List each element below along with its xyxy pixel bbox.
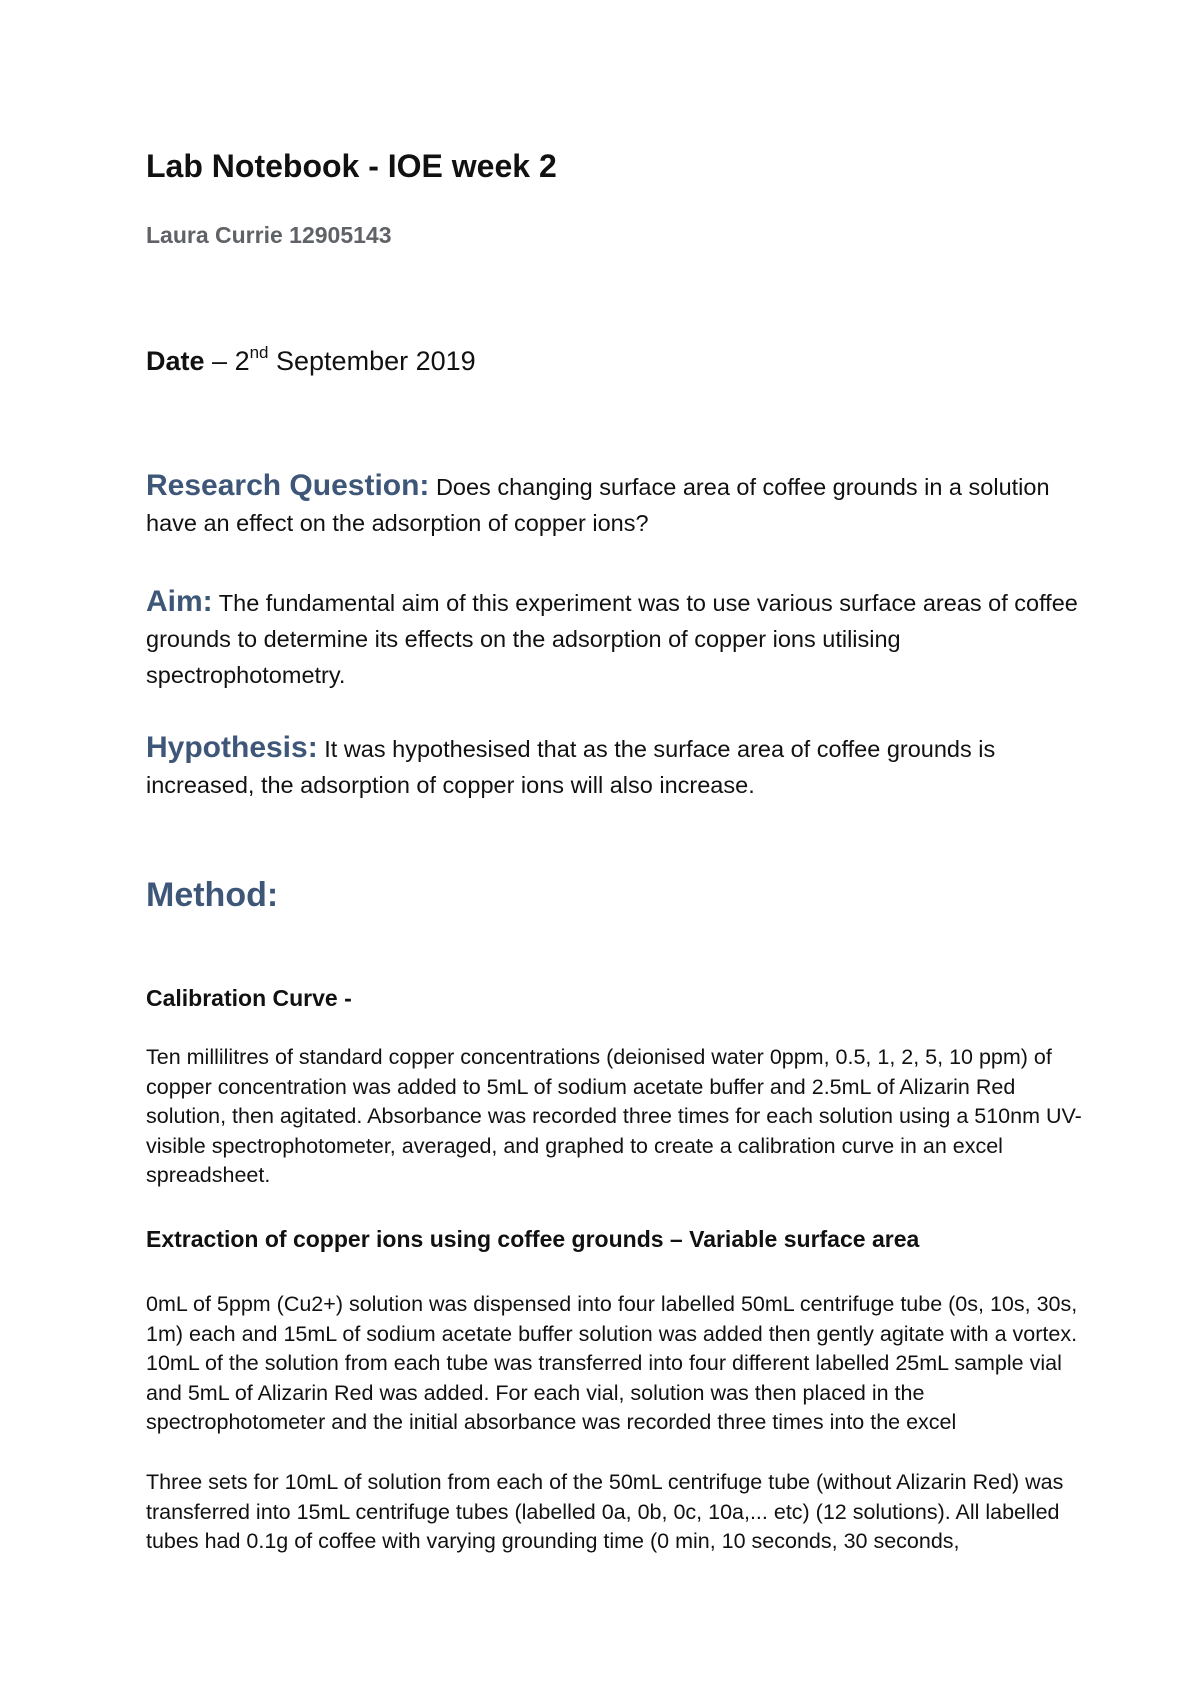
method-heading: Method: (146, 876, 279, 914)
research-question-paragraph (146, 468, 1086, 541)
extraction-heading: Extraction of copper ions using coffee grounds – Variable surface area (146, 1226, 920, 1252)
date-rest: September 2019 (268, 346, 476, 376)
calibration-curve-text: Ten millilitres of standard copper concentrations (deionised water 0ppm, 0.5, 1, 2, 5, 10 ppm) of copper concentration was added to 5mL of sodium acetate buffer and 2.5mL of Alizarin Red solution, then agitated. Absorbance was recorded three times for each solution using a 510nm UV-visible spectrophotometer, averaged, and graphed to create a calibration curve in an excel spreadsheet. (146, 1045, 1082, 1187)
date-day-suffix: nd (249, 343, 269, 362)
date-day: 2 (234, 346, 250, 376)
date-label: Date (146, 346, 205, 376)
aim-paragraph (146, 584, 1086, 693)
aim-text: The fundamental aim of this experiment was to use various surface areas of coffee grounds to determine its effects on the adsorption of copper ions utilising spectrophotometry. (146, 590, 1078, 688)
hypothesis-paragraph (146, 730, 1086, 803)
hypothesis-heading: Hypothesis: (146, 731, 318, 764)
research-question-heading: Research Question: (146, 469, 430, 502)
calibration-curve-heading: Calibration Curve - (146, 985, 352, 1011)
date-separator: – (204, 346, 235, 376)
extraction-paragraph-2: Three sets for 10mL of solution from each of the 50mL centrifuge tube (without Alizarin Red) was transferred into 15mL centrifuge tubes (labelled 0a, 0b, 0c, 10a,... etc) (12 solutions). All labelled tubes had 0.1g of coffee with varying grounding time (0 min, 10 seconds, 30 seconds, (146, 1470, 1064, 1553)
document-title: Lab Notebook - IOE week 2 (146, 148, 557, 184)
aim-heading: Aim: (146, 585, 213, 618)
date-line (146, 343, 476, 377)
research-question-text: Does changing surface area of coffee grounds in a solution have an effect on the adsorption of copper ions? (146, 474, 1050, 536)
hypothesis-text: It was hypothesised that as the surface area of coffee grounds is increased, the adsorption of copper ions will also increase. (146, 736, 996, 798)
author-line: Laura Currie 12905143 (146, 222, 392, 248)
extraction-paragraph-1: 0mL of 5ppm (Cu2+) solution was dispensed into four labelled 50mL centrifuge tube (0s, 10s, 30s, 1m) each and 15mL of sodium acetate buffer solution was added then gently agitate with a vortex. 10mL of the solution from each tube was transferred into four different labelled 25mL sample vial and 5mL of Alizarin Red was added. For each vial, solution was then placed in the spectrophotometer and the initial absorbance was recorded three times into the excel (146, 1292, 1078, 1434)
